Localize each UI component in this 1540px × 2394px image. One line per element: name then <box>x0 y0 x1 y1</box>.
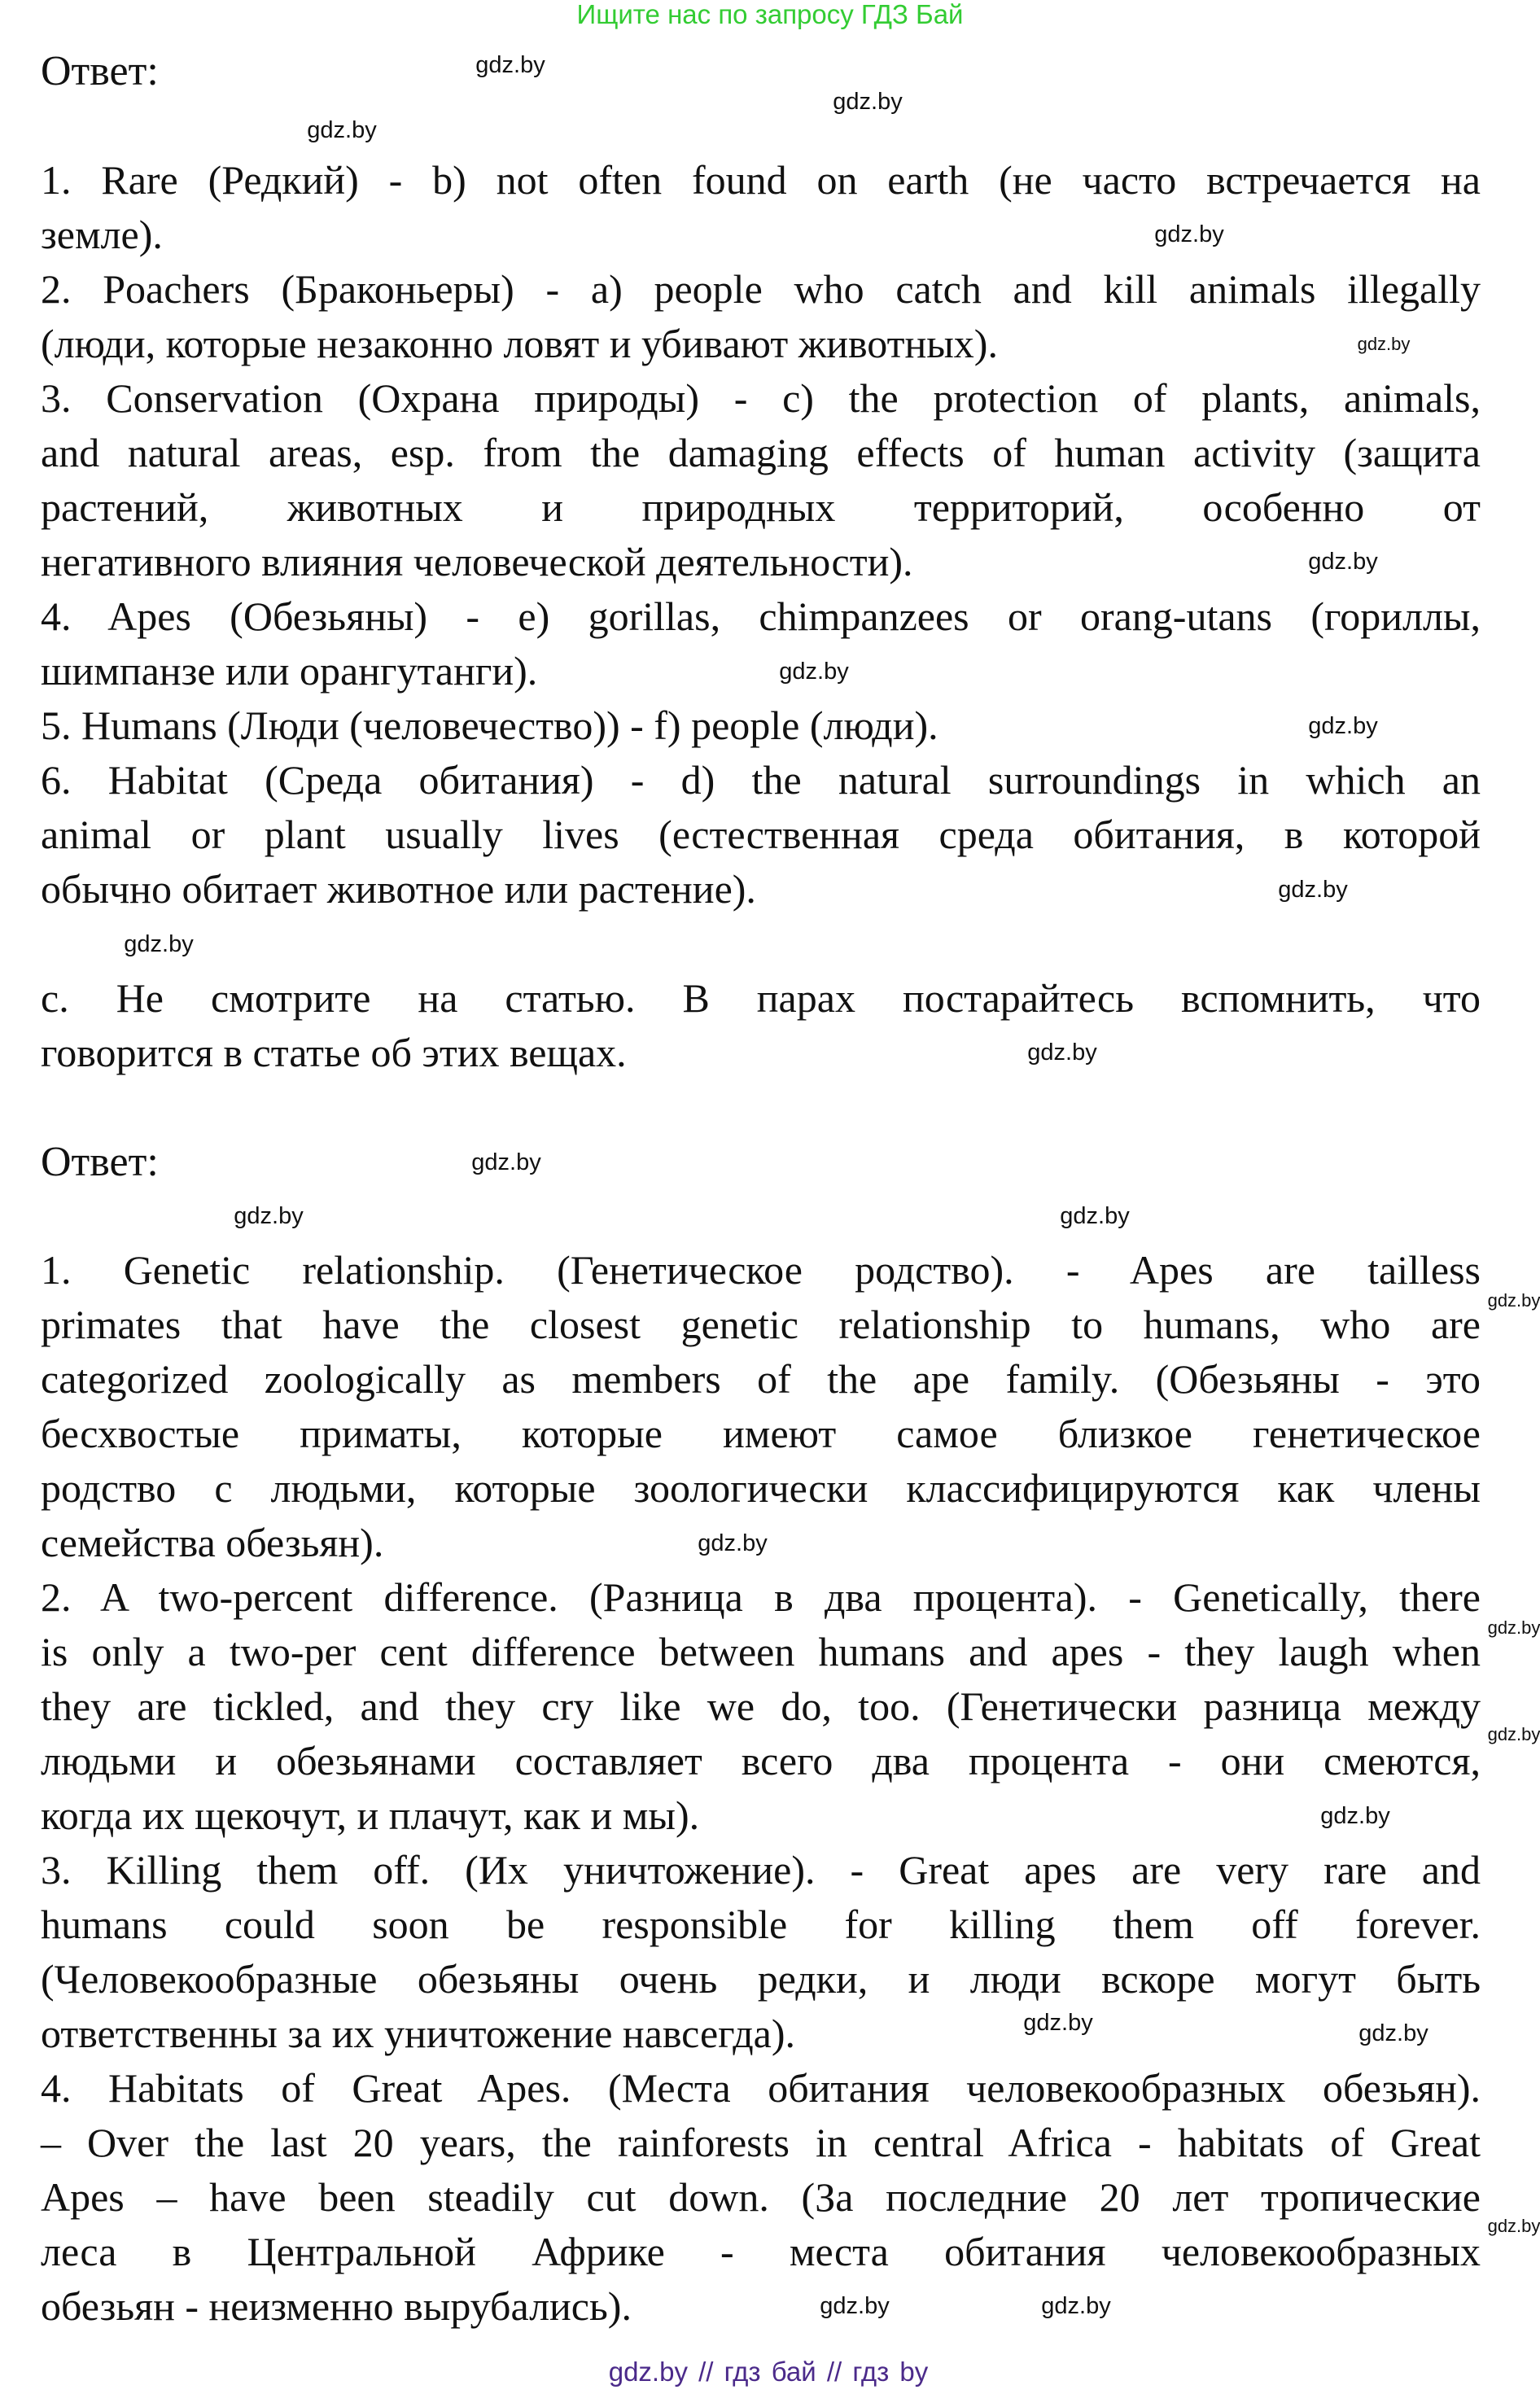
watermark-text: gdz.by <box>820 2293 890 2319</box>
watermark-text: gdz.by <box>475 52 545 78</box>
text-line: 4. Apes (Обезьяны) - e) gorillas, chimpanzees or orang-utans (гориллы, <box>41 593 1481 639</box>
text-line: обычно обитает животное или растение). <box>41 866 756 912</box>
text-line: шимпанзе или орангутанги). <box>41 648 538 694</box>
text-line: 1. Rare (Редкий) - b) not often found on earth (не часто встречается на <box>41 157 1481 203</box>
text-line: говорится в статье об этих вещах. <box>41 1030 627 1075</box>
text-line: is only a two-per cent difference between humans and apes - they laugh when <box>41 1629 1481 1674</box>
text-line: ответственны за их уничтожение навсегда). <box>41 2011 795 2056</box>
watermark-text: gdz.by <box>1487 1724 1540 1744</box>
text-line: 1. Genetic relationship. (Генетическое родство). - Apes are tailless <box>41 1247 1481 1293</box>
watermark-text: gdz.by <box>1308 549 1378 575</box>
watermark-text: gdz.by <box>1027 1039 1097 1066</box>
text-line: categorized zoologically as members of the ape family. (Обезьяны - это <box>41 1356 1481 1402</box>
watermark-text: gdz.by <box>833 89 903 115</box>
text-line: родство с людьми, которые зоологически классифицируются как члены <box>41 1465 1481 1511</box>
text-line: 3. Conservation (Охрана природы) - c) the protection of plants, animals, <box>41 375 1481 421</box>
text-line: 2. A two-percent difference. (Разница в два процента). - Genetically, there <box>41 1574 1481 1620</box>
text-line: растений, животных и природных территорий, особенно от <box>41 484 1481 530</box>
watermark-text: gdz.by <box>1487 1617 1540 1638</box>
text-line: бесхвостые приматы, которые имеют самое близкое генетическое <box>41 1411 1481 1456</box>
text-line: 2. Poachers (Браконьеры) - a) people who catch and kill animals illegally <box>41 266 1481 312</box>
text-line: леса в Центральной Африке - места обитания человекообразных <box>41 2229 1481 2274</box>
text-line: they are tickled, and they cry like we do, too. (Генетически разница между <box>41 1683 1481 1729</box>
watermark-text: gdz.by <box>779 659 849 685</box>
watermark-text: gdz.by <box>1023 2010 1093 2036</box>
watermark-text: gdz.by <box>1154 221 1224 247</box>
answer-list-2 <box>41 1243 1481 2334</box>
text-line: негативного влияния человеческой деятельности). <box>41 539 913 584</box>
watermark-text: gdz.by <box>124 931 194 957</box>
search-hint-banner[interactable]: Ищите нас по запросу ГДЗ Бай <box>576 0 964 29</box>
watermark-text: gdz.by <box>1487 2216 1540 2236</box>
watermark-text: gdz.by <box>1320 1803 1390 1829</box>
watermark-text: gdz.by <box>307 117 377 143</box>
text-line: когда их щекочут, и плачут, как и мы). <box>41 1792 700 1838</box>
text-line: (Человекообразные обезьяны очень редки, и люди вскоре могут быть <box>41 1956 1481 2002</box>
task-c-instruction <box>41 971 1481 1080</box>
watermark-text: gdz.by <box>1278 877 1348 903</box>
text-line: семейства обезьян). <box>41 1520 384 1565</box>
watermark-text: gdz.by <box>1357 334 1411 354</box>
text-line: 3. Killing them off. (Их уничтожение). - Great apes are very rare and <box>41 1847 1481 1893</box>
text-line: земле). <box>41 212 163 257</box>
text-line: humans could soon be responsible for killing them off forever. <box>41 1902 1481 1947</box>
text-line: обезьян - неизменно вырубались). <box>41 2283 632 2329</box>
text-line: and natural areas, esp. from the damaging effects of human activity (защита <box>41 430 1481 475</box>
text-line: людьми и обезьянами составляет всего два процента - они смеются, <box>41 1738 1481 1783</box>
text-line: – Over the last 20 years, the rainforests in central Africa - habitats of Great <box>41 2120 1481 2165</box>
text-line: (люди, которые незаконно ловят и убивают животных). <box>41 321 998 366</box>
watermark-text: gdz.by <box>1060 1203 1130 1229</box>
watermark-text: gdz.by <box>1308 713 1378 739</box>
answer-list-1 <box>41 153 1481 917</box>
watermark-text: gdz.by <box>1487 1290 1540 1311</box>
text-line: 6. Habitat (Среда обитания) - d) the natural surroundings in which an <box>41 757 1481 803</box>
text-line: animal or plant usually lives (естественная среда обитания, в которой <box>41 812 1481 857</box>
text-line: primates that have the closest genetic relationship to humans, who are <box>41 1302 1481 1347</box>
watermark-text: gdz.by <box>1041 2293 1111 2319</box>
text-line: 5. Humans (Люди (человечество)) - f) people (люди). <box>41 702 938 748</box>
watermark-text: gdz.by <box>234 1203 304 1229</box>
text-line: c. Не смотрите на статью. В парах постарайтесь вспомнить, что <box>41 975 1481 1021</box>
answer-heading-1: Ответ: <box>41 48 159 94</box>
watermark-text: gdz.by <box>1358 2020 1428 2046</box>
text-line: 4. Habitats of Great Apes. (Места обитания человекообразных обезьян). <box>41 2065 1481 2111</box>
watermark-text: gdz.by <box>698 1530 768 1556</box>
text-line: Apes – have been steadily cut down. (За последние 20 лет тропические <box>41 2174 1481 2220</box>
answer-heading-2: Ответ: <box>41 1139 159 1185</box>
footer-links[interactable]: gdz.by // гдз бай // гдз by <box>608 2357 929 2387</box>
watermark-text: gdz.by <box>471 1149 541 1175</box>
